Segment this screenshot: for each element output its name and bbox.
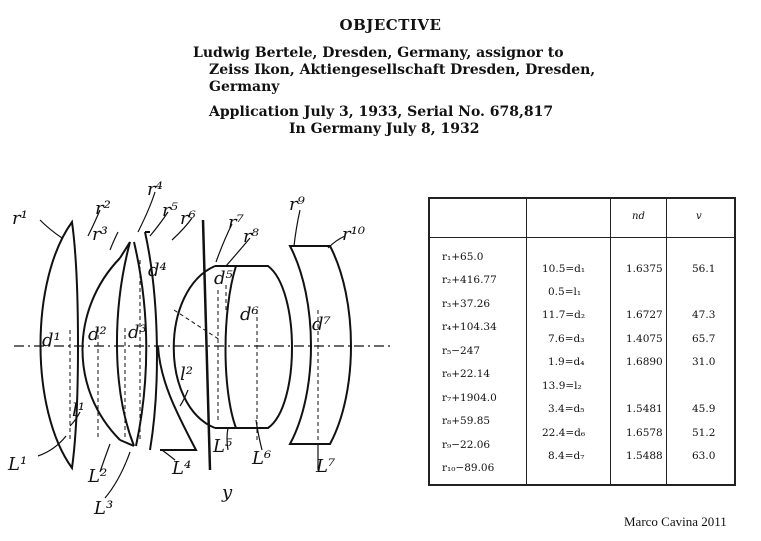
label-d1: d¹ [42,330,61,351]
nd-7: 1.5488 [626,450,663,462]
label-d2: d² [88,324,107,345]
lens-element-l4 [158,346,196,450]
lens-diagram [0,180,420,541]
label-r3: r³ [92,224,108,245]
label-r5: r⁵ [162,200,178,221]
thickness-d1: 10.5=d₁ [542,263,586,275]
label-y: y [222,482,233,503]
label-d5: d⁵ [214,268,233,289]
v-2: 47.3 [692,309,716,321]
radius-r5: r₅−247 [442,345,481,357]
radius-r6: r₆+22.14 [442,368,491,380]
thickness-d5: 3.4=d₅ [548,403,585,415]
label-d3: d³ [128,322,147,343]
v-3: 65.7 [692,333,716,345]
nd-4: 1.6890 [626,356,663,368]
inventor-line-3: Germany [209,79,280,95]
v-5: 45.9 [692,403,716,415]
label-r10: r¹⁰ [342,224,366,245]
radius-r8: r₈+59.85 [442,415,491,427]
lens-element-l6 [215,266,292,428]
label-L2: L² [88,466,108,487]
label-d6: d⁶ [240,304,259,325]
radius-r4: r₄+104.34 [442,321,497,333]
lens-element-l7 [290,246,351,444]
label-L7: L⁷ [316,456,336,477]
v-7: 63.0 [692,450,716,462]
nd-6: 1.6578 [626,427,663,439]
label-L4: L⁴ [172,458,192,479]
label-r8: r⁸ [243,226,259,247]
radius-r3: r₃+37.26 [442,298,491,310]
label-r1: r¹ [12,208,28,229]
label-r6: r⁶ [180,208,196,229]
inventor-line-1: Ludwig Bertele, Dresden, Germany, assignor to [193,45,564,61]
header-nd: nd [632,211,645,222]
lens-data-table [428,197,736,486]
thickness-d3: 7.6=d₃ [548,333,585,345]
nd-3: 1.4075 [626,333,663,345]
radius-r1: r₁+65.0 [442,251,484,263]
label-L3: L³ [94,498,114,519]
label-r4: r⁴ [147,180,163,200]
document-title: OBJECTIVE [339,16,442,34]
label-d4: d⁴ [148,260,167,281]
header-v: v [696,211,702,222]
radius-r2: r₂+416.77 [442,274,497,286]
label-L1: L¹ [8,454,28,475]
radius-r7: r₇+1904.0 [442,392,497,404]
v-6: 51.2 [692,427,716,439]
lens-element-l5-back [226,266,237,428]
credit-text: Marco Cavina 2011 [624,514,727,529]
label-d7: d⁷ [312,314,331,335]
thickness-d2: 11.7=d₂ [542,309,586,321]
radius-r9: r₉−22.06 [442,439,491,451]
v-4: 31.0 [692,356,716,368]
priority-line: In Germany July 8, 1932 [289,121,480,137]
application-line: Application July 3, 1933, Serial No. 678,817 [209,104,554,120]
label-r7: r⁷ [228,212,244,233]
nd-2: 1.6727 [626,309,663,321]
label-L5: L⁵ [213,436,233,457]
label-l1: l¹ [72,400,85,421]
nd-5: 1.5481 [626,403,663,415]
diaphragm [203,220,210,470]
label-r9: r⁹ [289,194,305,215]
thickness-d7: 8.4=d₇ [548,450,585,462]
thickness-d4: 1.9=d₄ [548,356,585,368]
thickness-l1: 0.5=l₁ [548,286,582,298]
label-l2: l² [180,364,193,385]
v-1: 56.1 [692,263,716,275]
thickness-d6: 22.4=d₆ [542,427,586,439]
thickness-l2: 13.9=l₂ [542,380,582,392]
label-L6: L⁶ [252,448,272,469]
radius-r10: r₁₀−89.06 [442,462,495,474]
lens-element-l2-front [83,258,121,440]
nd-1: 1.6375 [626,263,663,275]
inventor-line-2: Zeiss Ikon, Aktiengesellschaft Dresden, Dresden, [209,62,596,78]
label-r2: r² [95,198,111,219]
